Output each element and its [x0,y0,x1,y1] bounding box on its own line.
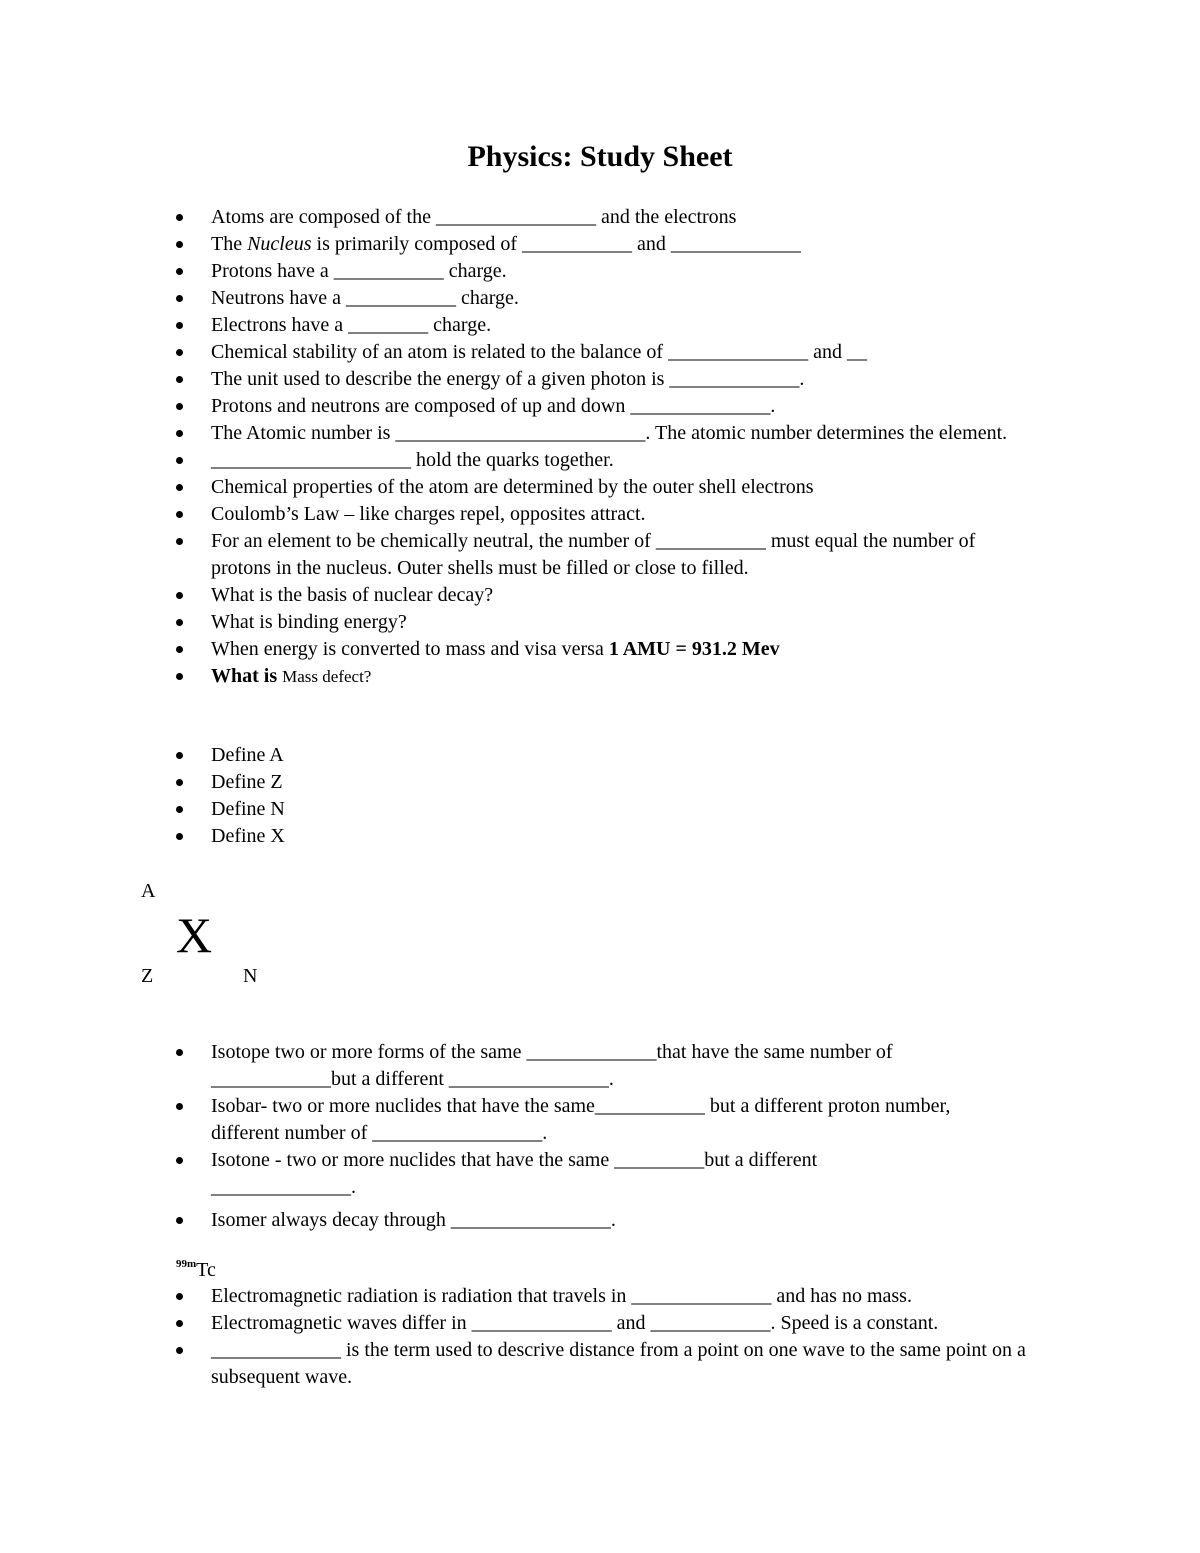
list-item: Isobar- two or more nuclides that have the same___________ but a different proton number, different number of _________________. [0,1093,1001,1147]
list-item: For an element to be chemically neutral, the number of ___________ must equal the number of protons in the nucleus. Outer shells must be filled or close to filled. [0,528,1011,582]
amu-equation: 1 AMU = 931.2 Mev [608,638,780,660]
list-item: The Nucleus is primarily composed of ___________ and _____________ [0,231,1058,258]
notation-element-symbol: X [176,907,213,963]
list-item: The unit used to describe the energy of a given photon is _____________. [0,366,1058,393]
list-item: Electromagnetic waves differ in ______________ and ____________. Speed is a constant. [0,1310,1058,1337]
bullet-list-nuclides [0,1039,1058,1234]
list-item: ____________________ hold the quarks together. [0,447,1058,474]
list-item: What is Mass defect? [0,663,1058,690]
list-item: Electrons have a ________ charge. [0,312,1058,339]
list-item: Define Z [0,769,1058,796]
list-item: When energy is converted to mass and visa versa 1 AMU = 931.2 Mev [0,636,1058,663]
list-item: Protons have a ___________ charge. [0,258,1058,285]
list-item: Isotone - two or more nuclides that have the same _________but a different ______________. [0,1147,931,1201]
bullet-list-basics [0,204,1058,690]
bullet-list-definitions [0,742,1058,850]
bullet-list-em-radiation [0,1283,1058,1391]
list-item: Neutrons have a ___________ charge. [0,285,1058,312]
list-item: Chemical stability of an atom is related to the balance of ______________ and __ [0,339,1058,366]
list-item: Isotope two or more forms of the same _____________that have the same number of ____________but a different ________________. [0,1039,1011,1093]
notation-atomic-number: Z [141,965,154,987]
list-item: What is binding energy? [0,609,1058,636]
list-item: _____________ is the term used to descrive distance from a point on one wave to the same point on a subsequent wave. [0,1337,1058,1391]
notation-neutron-number: N [243,965,258,987]
list-item: Electromagnetic radiation is radiation that travels in ______________ and has no mass. [0,1283,1058,1310]
list-item: Protons and neutrons are composed of up and down ______________. [0,393,1058,420]
list-item: The Atomic number is _________________________. The atomic number determines the element. [0,420,1058,447]
page-title: Physics: Study Sheet [467,140,733,173]
list-item: Define A [0,742,1058,769]
notation-mass-number: A [141,880,156,902]
list-item: Isomer always decay through ________________. [0,1207,1058,1234]
list-item: What is the basis of nuclear decay? [0,582,1058,609]
emphasis-nucleus: Nucleus [247,233,312,255]
list-item: Define X [0,823,1058,850]
list-item: Define N [0,796,1058,823]
list-item: Coulomb’s Law – like charges repel, opposites attract. [0,501,1058,528]
list-item: Chemical properties of the atom are determined by the outer shell electrons [0,474,1058,501]
list-item: Atoms are composed of the ________________ and the electrons [0,204,1058,231]
technetium-99m-label: $^{99m}$Tc [176,1258,216,1281]
